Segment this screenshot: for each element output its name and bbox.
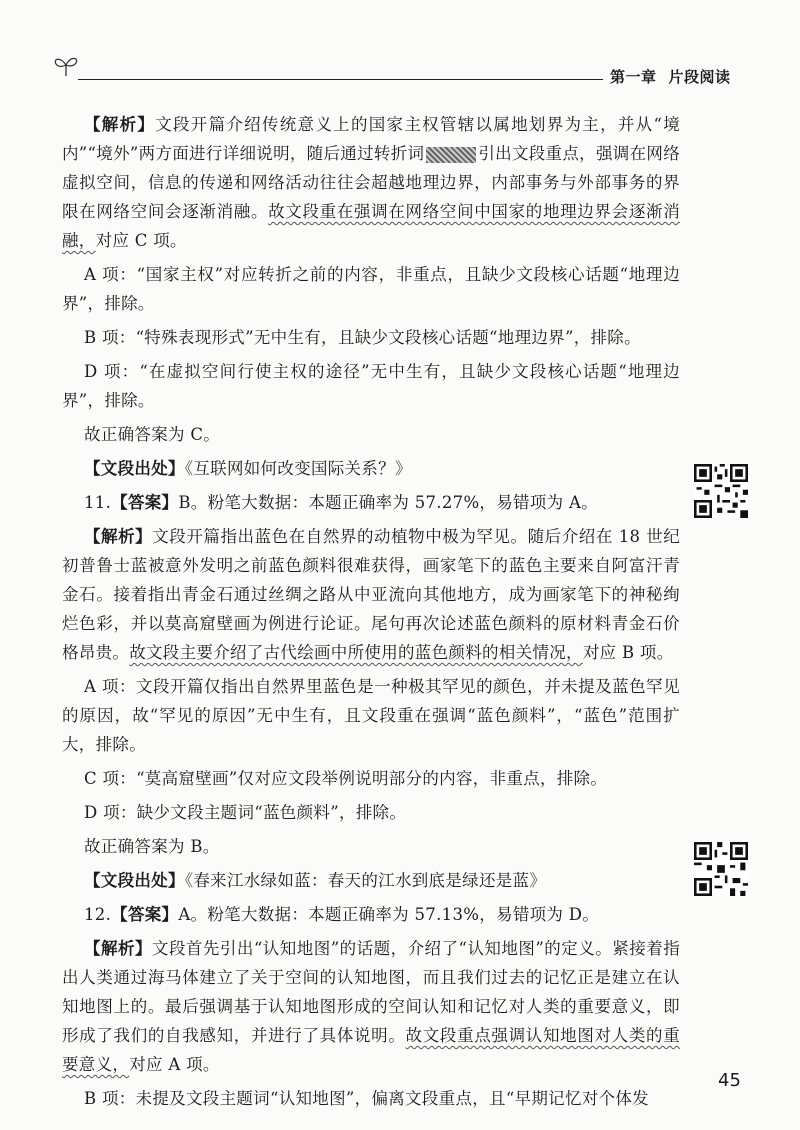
paragraph [62,110,680,255]
paragraph-text: 文段首先引出“认知地图”的话题，介绍了“认知地图”的定义。紧接着指出人类通过海马体建立了关于空间的认知地图，而且我们过去的记忆正是建立在认知地图上的。最后强调基于认知地图形成的空间认知和记忆对人类的重要意义，即形成了我们的自我感知，并进行了具体说明。 [62,939,680,1045]
paragraph [62,798,680,827]
analysis-tag: 【解析】 [84,115,156,134]
qr-code-icon[interactable] [694,464,748,518]
paragraph-text: D 项：“在虚拟空间行使主权的途径”无中生有，且缺少文段核心话题“地理边界”，排除。 [62,362,680,410]
paragraph-text: 文段开篇指出蓝色在自然界的动植物中极为罕见。随后介绍在 18 世纪初普鲁士蓝被意外发明之前蓝色颜料很难获得，画家笔下的蓝色主要来自阿富汗青金石。接着指出青金石通过丝绸之路从中亚流向其他地方，成为画家笔下的神秘绚烂色彩，并以莫高窟壁画为例进行论证。尾句再次论述蓝色颜料的原材料青金石价格昂贵。 [62,527,680,662]
paragraph [62,260,680,318]
paragraph-text: 引出文段重点，强调在网络虚拟空间，信息的传递和网络活动往往会超越地理边界，内部事务与外部事务的界限在网络空间会逐渐消融。 [62,144,680,221]
paragraph-text: C 项：“莫高窟壁画”仅对应文段举例说明部分的内容，非重点，排除。 [84,769,608,788]
paragraph [62,454,680,483]
paragraph-text: A 项：“国家主权”对应转折之前的内容，非重点，且缺少文段核心话题“地理边界”，排除。 [62,265,680,313]
paragraph [62,934,680,1079]
paragraph-tail: 对应 A 项。 [129,1055,220,1074]
paragraph-text: A 项：文段开篇仅指出自然界里蓝色是一种极其罕见的颜色，并未提及蓝色罕见的原因，故“罕见的原因”无中生有，且文段重在强调“蓝色颜料”，“蓝色”范围扩大，排除。 [62,677,680,754]
paragraph-text: B。粉笔大数据：本题正确率为 57.27%，易错项为 A。 [178,493,598,512]
paragraph-text: 故正确答案为 B。 [84,837,220,856]
answer-tag: 【答案】 [111,493,179,512]
paragraph [62,672,680,759]
paragraph [62,420,680,449]
paragraph-text: 《互联网如何改变国际关系？》 [184,459,412,478]
paragraph [62,323,680,352]
paragraph [62,832,680,861]
paragraph [62,522,680,667]
paragraph-text: 《春来江水绿如蓝：春天的江水到底是绿还是蓝》 [184,871,547,890]
emphasis-text: 故文段重点强调认知地图对人类的重要意义， [62,1026,680,1074]
paragraph [62,1084,680,1113]
header-rule [78,79,603,80]
emphasis-text: 故文段主要介绍了古代绘画中所使用的蓝色颜料的相关情况， [129,643,583,662]
source-tag: 【文段出处】 [84,459,185,478]
chapter-label: 第一章 [610,68,657,86]
paragraph [62,357,680,415]
paragraph [62,488,680,517]
paragraph-tail: 对应 C 项。 [95,231,187,250]
emphasis-text: 故文段重在强调在网络空间中国家的地理边界会逐渐消融， [62,202,680,250]
paragraph-text: 故正确答案为 C。 [84,425,221,444]
analysis-tag: 【解析】 [84,939,152,958]
section-label: 片段阅读 [668,68,731,86]
source-tag: 【文段出处】 [84,871,185,890]
page-number: 45 [718,1070,741,1091]
paragraph-text: B 项：“特殊表现形式”无中生有，且缺少文段核心话题“地理边界”，排除。 [84,328,641,347]
answer-tag: 【答案】 [111,905,179,924]
paragraph-text: 文段开篇介绍传统意义上的国家主权管辖以属地划界为主，并从“境内”“境外”两方面进行详细说明，随后通过转折词 [62,115,680,163]
paragraph [62,866,680,895]
question-number: 11. [84,493,112,512]
qr-code-icon[interactable] [694,842,748,896]
paragraph-text: A。粉笔大数据：本题正确率为 57.13%，易错项为 D。 [178,905,600,924]
paragraph [62,764,680,793]
paragraph [62,900,680,929]
redaction-mark-icon [426,147,476,163]
analysis-tag: 【解析】 [84,527,153,546]
sprout-icon [52,52,80,78]
page-body [62,110,680,1118]
paragraph-text: D 项：缺少文段主题词“蓝色颜料”，排除。 [84,803,407,822]
chapter-title [610,66,731,87]
question-number: 12. [84,905,112,924]
page-header [0,0,800,100]
paragraph-tail: 对应 B 项。 [582,643,674,662]
paragraph-text: B 项：未提及文段主题词“认知地图”，偏离文段重点，且“早期记忆对个体发 [84,1089,649,1108]
